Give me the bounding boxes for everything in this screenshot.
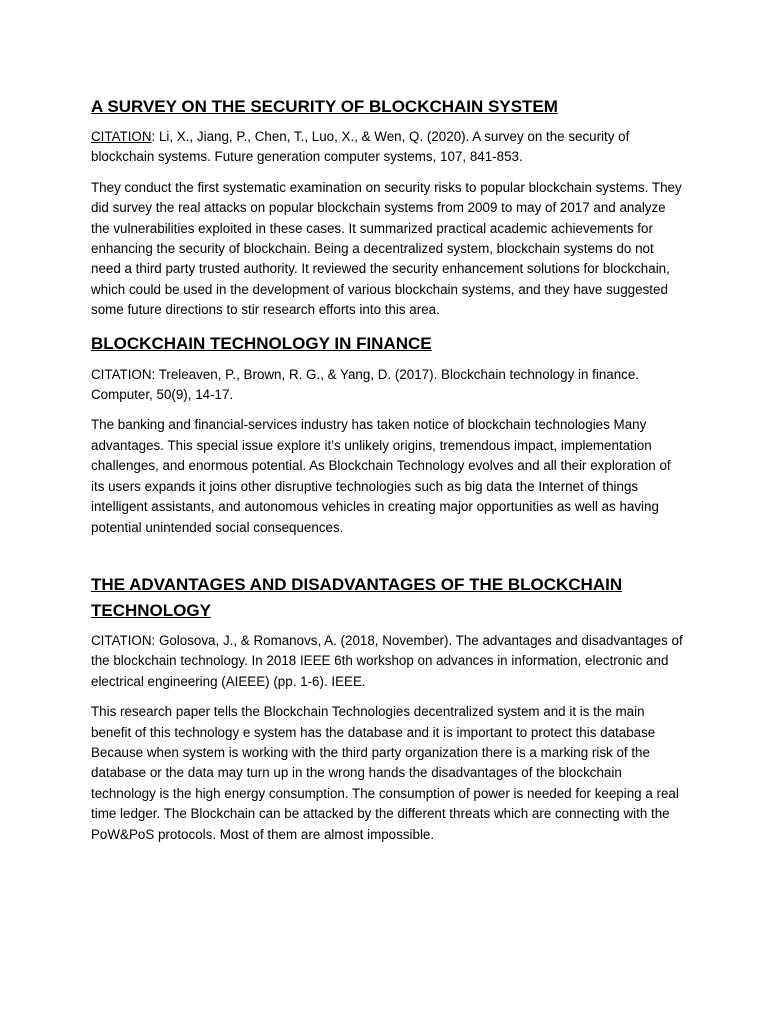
section-1-body: They conduct the first systematic examination on security risks to popular blockchain systems. They did survey the real attacks on popular blockchain systems from 2009 to may of 2017 and analyze the vulnerabilities exploited in these cases. It summarized practical academic achievements for enhancing the security of blockchain. Being a decentralized system, blockchain systems do not need a third party trusted authority. It reviewed the security enhancement solutions for blockchain, which could be used in the development of various blockchain systems, and they have suggested some future directions to stir research efforts into this area. xyxy=(91,179,682,318)
citation-label: CITATION xyxy=(91,129,152,144)
section-3-citation: CITATION: Golosova, J., & Romanovs, A. (2018, November). The advantages and disadvantages of the blockchain technology. In 2018 IEEE 6th workshop on advances in information, electronic and electrical engineering (AIEEE) (pp. 1-6). IEEE. xyxy=(91,632,683,689)
section-3-heading: THE ADVANTAGES AND DISADVANTAGES OF THE BLOCKCHAIN TECHNOLOGY xyxy=(91,574,623,620)
section-2-heading: BLOCKCHAIN TECHNOLOGY IN FINANCE xyxy=(91,333,432,353)
section-2-body: The banking and financial-services industry has taken notice of blockchain technologies Many advantages. This special issue explore it’s unlikely origins, tremendous impact, implementation challenges, and enormous potential. As Blockchain Technology evolves and all their exploration of its users expands it joins other disruptive technologies such as big data the Internet of things intelligent assistants, and autonomous vehicles in creating major opportunities as well as having potential unintended social consequences. xyxy=(91,417,671,535)
document-page xyxy=(91,94,683,855)
section-3-body: This research paper tells the Blockchain Technologies decentralized system and it is the main benefit of this technology e system has the database and it is important to protect this database Because when system is working with the third party organization there is a marking risk of the database or the data may turn up in the wrong hands the disadvantages of the blockchain technology is the high energy consumption. The consumption of power is needed for keeping a real time ledger. The Blockchain can be attacked by the different threats which are connecting with the PoW&PoS protocols. Most of them are almost impossible. xyxy=(91,704,679,842)
section-1-heading: A SURVEY ON THE SECURITY OF BLOCKCHAIN SYSTEM xyxy=(91,97,558,116)
section-1-citation xyxy=(91,127,683,168)
citation-text: : Li, X., Jiang, P., Chen, T., Luo, X., & Wen, Q. (2020). A survey on the security of blockchain systems. Future generation computer systems, 107, 841-853. xyxy=(91,129,630,165)
section-2-citation: CITATION: Treleaven, P., Brown, R. G., & Yang, D. (2017). Blockchain technology in finance. Computer, 50(9), 14-17. xyxy=(91,366,640,403)
section-spacer xyxy=(91,548,683,572)
